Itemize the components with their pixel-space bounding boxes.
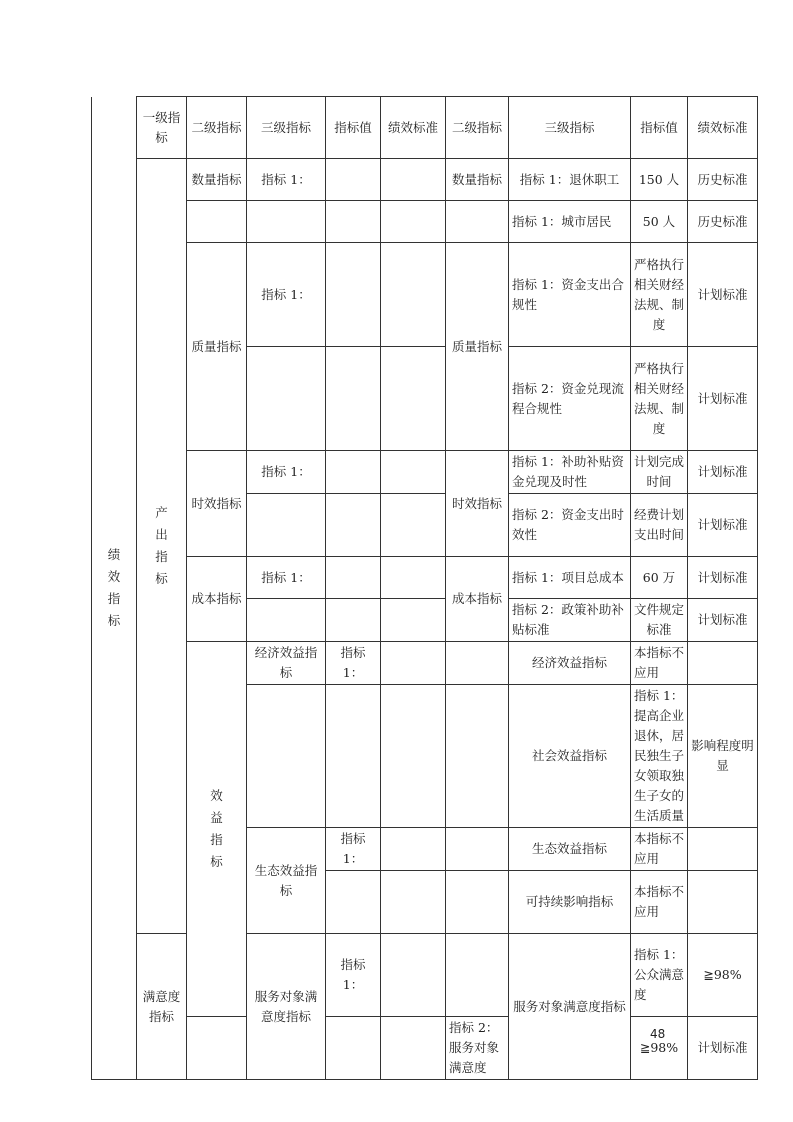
- quantity-l2: 数量指标: [187, 159, 247, 201]
- empty-cell: [381, 934, 446, 1017]
- social-l3: 指标 1：提高企业退休，居民独生子女领取独生子女的生活质量: [631, 685, 688, 828]
- table-row: [92, 201, 758, 243]
- cost-r1-val: 60 万: [631, 557, 688, 599]
- empty-cell: [381, 347, 446, 451]
- header-row: [92, 97, 758, 159]
- header-stdb: 绩效标准: [688, 97, 758, 159]
- empty-cell: [247, 685, 326, 828]
- empty-cell: [247, 201, 326, 243]
- empty-cell: [187, 201, 247, 243]
- timeliness-l3-left: 指标 1：: [247, 451, 326, 494]
- cost-r1-l3: 指标 1：项目总成本: [509, 557, 631, 599]
- header-l3: 三级指标: [247, 97, 326, 159]
- empty-cell: [326, 685, 381, 828]
- empty-cell: [326, 201, 381, 243]
- timeliness-r1-val: 计划完成时间: [631, 451, 688, 494]
- empty-cell: [326, 347, 381, 451]
- empty-cell: [187, 1017, 247, 1080]
- header-val: 指标值: [326, 97, 381, 159]
- empty-cell: [247, 494, 326, 557]
- empty-cell: [446, 642, 509, 685]
- header-valb: 指标值: [631, 97, 688, 159]
- empty-cell: [247, 347, 326, 451]
- empty-cell: [326, 1017, 381, 1080]
- satisfaction-l1: 满意度指标: [137, 934, 187, 1080]
- empty-cell: [446, 871, 509, 934]
- ecological-l3: 本指标不应用: [631, 828, 688, 871]
- timeliness-r2-std: 计划标准: [688, 494, 758, 557]
- empty-cell: [326, 494, 381, 557]
- satisfaction-r1-val: ≧98%: [688, 934, 758, 1017]
- table-row: [92, 451, 758, 494]
- empty-cell: [381, 494, 446, 557]
- empty-cell: [381, 1017, 446, 1080]
- quality-r1-l3: 指标 1：资金支出合规性: [509, 243, 631, 347]
- empty-cell: [688, 828, 758, 871]
- sustainable-l2b: 可持续影响指标: [509, 871, 631, 934]
- empty-cell: [688, 871, 758, 934]
- empty-cell: [326, 243, 381, 347]
- economic-l3: 本指标不应用: [631, 642, 688, 685]
- ecological-l2: 生态效益指标: [247, 828, 326, 934]
- quality-r1-val: 严格执行相关财经法规、制度: [631, 243, 688, 347]
- satisfaction-l2: 服务对象满意度指标: [247, 934, 326, 1080]
- economic-l2: 经济效益指标: [247, 642, 326, 685]
- performance-table: [91, 96, 758, 1080]
- satisfaction-l3-left: 指标 1：: [326, 934, 381, 1017]
- table-row: [92, 642, 758, 685]
- table-row: [92, 243, 758, 347]
- empty-cell: [446, 685, 509, 828]
- empty-cell: [326, 871, 381, 934]
- empty-cell: [381, 159, 446, 201]
- cost-r1-std: 计划标准: [688, 557, 758, 599]
- quality-l2b: 质量指标: [446, 243, 509, 451]
- satisfaction-l2b: 服务对象满意度指标: [509, 934, 631, 1080]
- social-l2b: 社会效益指标: [509, 685, 631, 828]
- quantity-l2b: 数量指标: [446, 159, 509, 201]
- table-row: [92, 1017, 758, 1080]
- cost-l2: 成本指标: [187, 557, 247, 642]
- empty-cell: [381, 871, 446, 934]
- satisfaction-r1-l3: 指标 1：公众满意度: [631, 934, 688, 1017]
- social-val: 影响程度明显: [688, 685, 758, 828]
- empty-cell: [326, 557, 381, 599]
- quality-r2-val: 严格执行相关财经法规、制度: [631, 347, 688, 451]
- header-l2b: 二级指标: [446, 97, 509, 159]
- timeliness-l2: 时效指标: [187, 451, 247, 557]
- economic-l3-left: 指标 1：: [326, 642, 381, 685]
- empty-cell: [247, 599, 326, 642]
- timeliness-r2-l3: 指标 2：资金支出时效性: [509, 494, 631, 557]
- page-number: 48: [650, 1027, 666, 1041]
- empty-cell: [446, 828, 509, 871]
- benefit-l1-cell: [187, 642, 247, 1017]
- quantity-l3-left: 指标 1：: [247, 159, 326, 201]
- quantity-r1-std: 历史标准: [688, 159, 758, 201]
- table-row: [92, 159, 758, 201]
- timeliness-r1-std: 计划标准: [688, 451, 758, 494]
- empty-cell: [381, 685, 446, 828]
- quality-l2: 质量指标: [187, 243, 247, 451]
- header-l2: 二级指标: [187, 97, 247, 159]
- empty-cell: [688, 642, 758, 685]
- empty-cell: [381, 451, 446, 494]
- timeliness-r1-l3: 指标 1：补助补贴资金兑现及时性: [509, 451, 631, 494]
- table-row: [92, 557, 758, 599]
- outer-label-cell: [92, 97, 137, 1080]
- empty-cell: [326, 599, 381, 642]
- header-std: 绩效标准: [381, 97, 446, 159]
- header-l1: 一级指标: [137, 97, 187, 159]
- cost-l2b: 成本指标: [446, 557, 509, 642]
- satisfaction-r2-std: 计划标准: [688, 1017, 758, 1080]
- benefit-l1: 效益指标: [210, 788, 223, 869]
- quantity-r1-val: 150 人: [631, 159, 688, 201]
- output-l1-cell: [137, 159, 187, 934]
- empty-cell: [381, 599, 446, 642]
- empty-cell: [446, 201, 509, 243]
- quality-r2-l3: 指标 2：资金兑现流程合规性: [509, 347, 631, 451]
- cost-l3-left: 指标 1：: [247, 557, 326, 599]
- ecological-l3-left: 指标 1：: [326, 828, 381, 871]
- satisfaction-r2-l3: 指标 2：服务对象满意度: [446, 1017, 509, 1080]
- economic-l2b: 经济效益指标: [509, 642, 631, 685]
- sustainable-l3: 本指标不应用: [631, 871, 688, 934]
- empty-cell: [381, 828, 446, 871]
- quality-r1-std: 计划标准: [688, 243, 758, 347]
- empty-cell: [446, 934, 509, 1017]
- quality-r2-std: 计划标准: [688, 347, 758, 451]
- cost-r2-l3: 指标 2：政策补助补贴标准: [509, 599, 631, 642]
- quantity-r2-l3: 指标 1：城市居民: [509, 201, 631, 243]
- satisfaction-r2-val: ≧98%: [631, 1017, 688, 1080]
- empty-cell: [381, 201, 446, 243]
- quantity-r1-l3: 指标 1：退休职工: [509, 159, 631, 201]
- cost-r2-std: 计划标准: [688, 599, 758, 642]
- empty-cell: [381, 243, 446, 347]
- timeliness-l2b: 时效指标: [446, 451, 509, 557]
- ecological-l2b: 生态效益指标: [509, 828, 631, 871]
- quantity-r2-val: 50 人: [631, 201, 688, 243]
- header-l3b: 三级指标: [509, 97, 631, 159]
- empty-cell: [326, 159, 381, 201]
- empty-cell: [326, 451, 381, 494]
- quantity-r2-std: 历史标准: [688, 201, 758, 243]
- outer-label: 绩效指标: [107, 546, 121, 628]
- cost-r2-val: 文件规定标准: [631, 599, 688, 642]
- timeliness-r2-val: 经费计划支出时间: [631, 494, 688, 557]
- quality-l3-left: 指标 1：: [247, 243, 326, 347]
- empty-cell: [381, 557, 446, 599]
- empty-cell: [381, 642, 446, 685]
- output-l1: 产出指标: [155, 505, 168, 586]
